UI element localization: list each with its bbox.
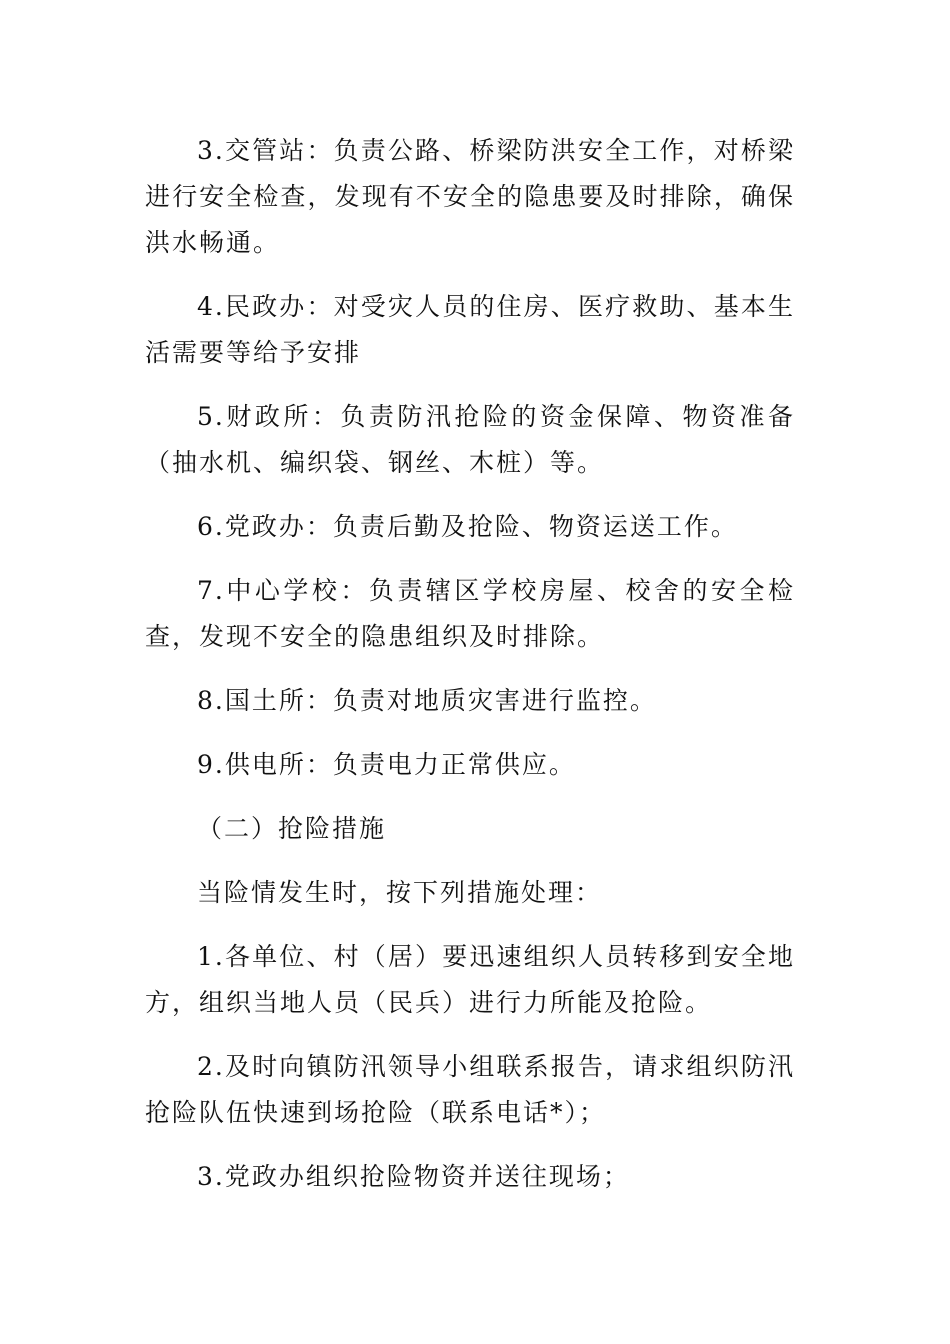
- paragraph-civil-affairs: 4.民政办：对受灾人员的住房、医疗救助、基本生活需要等给予安排: [145, 292, 795, 367]
- paragraph-transport-station: 3.交管站：负责公路、桥梁防洪安全工作，对桥梁进行安全检查，发现有不安全的隐患要及时排除，确保洪水畅通。: [145, 136, 795, 257]
- paragraph-measure-2: 2.及时向镇防汛领导小组联系报告，请求组织防汛抢险队伍快速到场抢险（联系电话*）；: [145, 1052, 795, 1127]
- paragraph-land-office: 8.国土所：负责对地质灾害进行监控。: [197, 686, 657, 715]
- section-heading-rescue-measures: （二）抢险措施: [197, 814, 387, 843]
- paragraph-party-office: 6.党政办：负责后勤及抢险、物资运送工作。: [197, 512, 738, 541]
- paragraph-finance-office: 5.财政所：负责防汛抢险的资金保障、物资准备（抽水机、编织袋、钢丝、木桩）等。: [145, 402, 795, 477]
- document-body: [145, 128, 795, 1218]
- paragraph-measure-3: 3.党政办组织抢险物资并送往现场；: [197, 1162, 630, 1191]
- paragraph-intro-measures: 当险情发生时，按下列措施处理：: [197, 878, 603, 907]
- paragraph-central-school: 7.中心学校：负责辖区学校房屋、校舍的安全检查，发现不安全的隐患组织及时排除。: [145, 576, 795, 651]
- paragraph-measure-1: 1.各单位、村（居）要迅速组织人员转移到安全地方，组织当地人员（民兵）进行力所能及抢险。: [145, 942, 795, 1017]
- paragraph-power-office: 9.供电所：负责电力正常供应。: [197, 750, 576, 779]
